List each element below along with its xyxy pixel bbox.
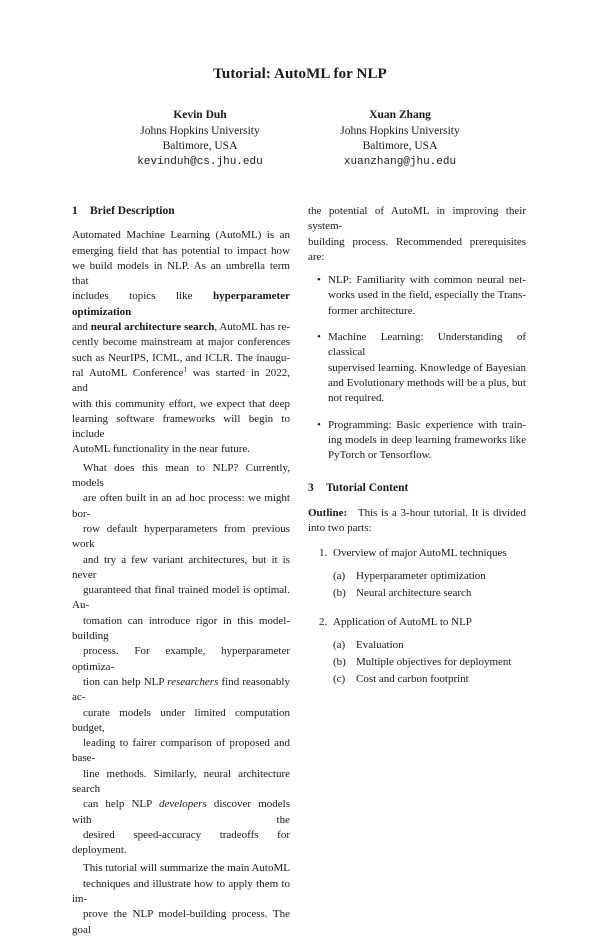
topic-marker: (b) <box>333 655 346 668</box>
author-affiliation: Johns Hopkins University <box>140 124 260 137</box>
text-line: leading to fairer comparison of proposed and base- <box>72 737 290 765</box>
text-line <box>72 289 290 320</box>
author-email: xuanzhang@jhu.edu <box>343 155 457 168</box>
text-line: tomation can introduce rigor in this model-building <box>72 614 290 643</box>
topic-marker: (b) <box>333 586 346 599</box>
text-line: works used in the field, especially the Trans- <box>328 289 526 302</box>
text-line: guaranteed that final trained model is optimal. Au- <box>72 584 290 612</box>
outline-label: Outline: <box>308 506 348 519</box>
section-title: Tutorial Content <box>326 482 409 495</box>
text-run: , AutoML has re- <box>214 321 291 334</box>
italic-term: developers <box>159 798 207 811</box>
author-block-2 <box>285 108 515 170</box>
section-heading-3 <box>308 481 526 496</box>
text-line: What does this mean to NLP? Currently, models <box>72 461 290 490</box>
list-item <box>308 418 526 464</box>
part-number: 1. <box>319 547 328 560</box>
tutorial-outline <box>308 546 526 687</box>
text-line <box>72 675 290 706</box>
outline-part <box>308 615 526 687</box>
text-line <box>308 506 526 521</box>
text-run: discover models with the <box>72 798 290 826</box>
part-number: 2. <box>319 616 328 629</box>
prerequisite-list <box>308 273 526 463</box>
part-title: Overview of major AutoML techniques <box>333 547 507 560</box>
text-line: AutoML functionality in the near future. <box>72 443 250 456</box>
topic-text: Neural architecture search <box>356 586 472 599</box>
bold-term: neural architecture search <box>90 321 215 334</box>
italic-term: researchers <box>167 675 219 688</box>
topic-item <box>333 569 526 584</box>
text-line: are often built in an ad hoc process: we might bor- <box>72 492 290 520</box>
text-line: the potential of AutoML in improving their system- <box>308 205 526 233</box>
text-line: ing models in deep learning frameworks like <box>328 433 526 446</box>
text-line: supervised learning. Knowledge of Bayesian <box>328 361 526 374</box>
text-line: Automated Machine Learning (AutoML) is an <box>72 229 290 242</box>
text-run: and <box>72 321 91 334</box>
section-title: Brief Description <box>90 205 175 217</box>
text-line: we build models in NLP. As an umbrella term that <box>72 259 290 288</box>
topic-text: Cost and carbon footprint <box>356 673 469 686</box>
section-number: 3 <box>308 482 314 495</box>
author-location: Baltimore, USA <box>162 140 238 152</box>
topic-text: Hyperparameter optimization <box>356 569 486 582</box>
text-line <box>72 320 290 335</box>
topic-text: Evaluation <box>356 638 404 651</box>
bullet-icon: • <box>317 274 321 287</box>
topic-item <box>333 655 526 670</box>
text-line: emerging field that has potential to impact how <box>72 244 290 257</box>
paragraph-outline <box>308 506 526 537</box>
author-location: Baltimore, USA <box>362 140 438 152</box>
text-line: not required. <box>328 392 385 405</box>
list-item <box>308 330 526 406</box>
author-name: Xuan Zhang <box>369 109 431 121</box>
topic-item <box>333 638 526 653</box>
paragraph-summary <box>72 861 290 937</box>
footnote-marker: 1 <box>183 365 187 374</box>
text-line: and try a few variant architectures, but it is never <box>72 553 290 581</box>
text-line: PyTorch or Tensorflow. <box>328 449 432 462</box>
text-line: Programming: Basic experience with train- <box>328 418 526 431</box>
paragraph-motivation <box>72 461 290 859</box>
topic-item <box>333 586 526 601</box>
topic-marker: (a) <box>333 569 346 582</box>
bold-term: hyperparameter optimization <box>72 290 290 318</box>
list-item <box>308 273 526 319</box>
topic-marker: (c) <box>333 673 346 686</box>
text-line: with this community effort, we expect that deep <box>72 397 290 410</box>
text-line: line methods. Similarly, neural architecture search <box>72 767 290 795</box>
topic-item <box>333 672 526 687</box>
paragraph-prerequisites <box>308 204 526 265</box>
text-line: Machine Learning: Understanding of classical <box>328 331 526 359</box>
right-column <box>308 204 526 695</box>
text-line: cently become mainstream at major conferences <box>72 336 290 349</box>
section-number: 1 <box>72 205 78 217</box>
section-heading-1 <box>72 204 290 219</box>
text-run: was started in 2022, and <box>72 366 291 395</box>
text-line: NLP: Familiarity with common neural net- <box>328 274 526 287</box>
outline-part <box>308 546 526 601</box>
text-run: includes topics like <box>72 290 214 303</box>
text-run: tion can help NLP <box>83 675 168 688</box>
text-line: desired speed-accuracy tradeoffs for deployment. <box>72 828 290 857</box>
bullet-icon: • <box>317 418 321 431</box>
text-line: and Evolutionary methods will be a plus, but <box>328 376 526 389</box>
text-line: This tutorial will summarize the main AutoML <box>83 862 290 875</box>
text-line <box>72 797 290 828</box>
author-affiliation: Johns Hopkins University <box>340 124 460 137</box>
text-line <box>72 366 290 397</box>
text-line: building process. Recommended prerequisites are: <box>308 235 526 263</box>
paragraph-intro <box>72 228 290 457</box>
text-run: This is a 3-hour tutorial. It is divided <box>357 506 526 519</box>
text-run: find reasonably ac- <box>72 675 290 704</box>
text-line: prove the NLP model-building process. The goal <box>72 908 290 936</box>
text-run: can help NLP <box>83 798 160 811</box>
author-block-1 <box>85 108 315 170</box>
left-column <box>72 204 290 941</box>
paper-title: Tutorial: AutoML for NLP <box>213 66 387 82</box>
text-line: learning software frameworks will begin to include <box>72 412 290 441</box>
topic-marker: (a) <box>333 638 346 651</box>
text-line: into two parts: <box>308 522 372 535</box>
text-line: former architecture. <box>328 304 416 317</box>
part-topics <box>333 638 526 688</box>
text-run: ral AutoML Conference <box>72 366 184 379</box>
bullet-icon: • <box>317 331 321 344</box>
part-title: Application of AutoML to NLP <box>333 616 472 629</box>
text-line: process. For example, hyperparameter optimiza- <box>72 645 290 673</box>
part-topics <box>333 569 526 602</box>
topic-text: Multiple objectives for deployment <box>356 655 512 668</box>
text-line: such as NeurIPS, ICML, and ICLR. The inaugu- <box>72 351 290 364</box>
text-line: techniques and illustrate how to apply them to im- <box>72 877 290 906</box>
text-line: curate models under limited computation budget, <box>72 706 290 734</box>
text-line: row default hyperparameters from previous work <box>72 522 290 551</box>
author-name: Kevin Duh <box>173 109 227 121</box>
author-email: kevinduh@cs.jhu.edu <box>137 155 263 168</box>
